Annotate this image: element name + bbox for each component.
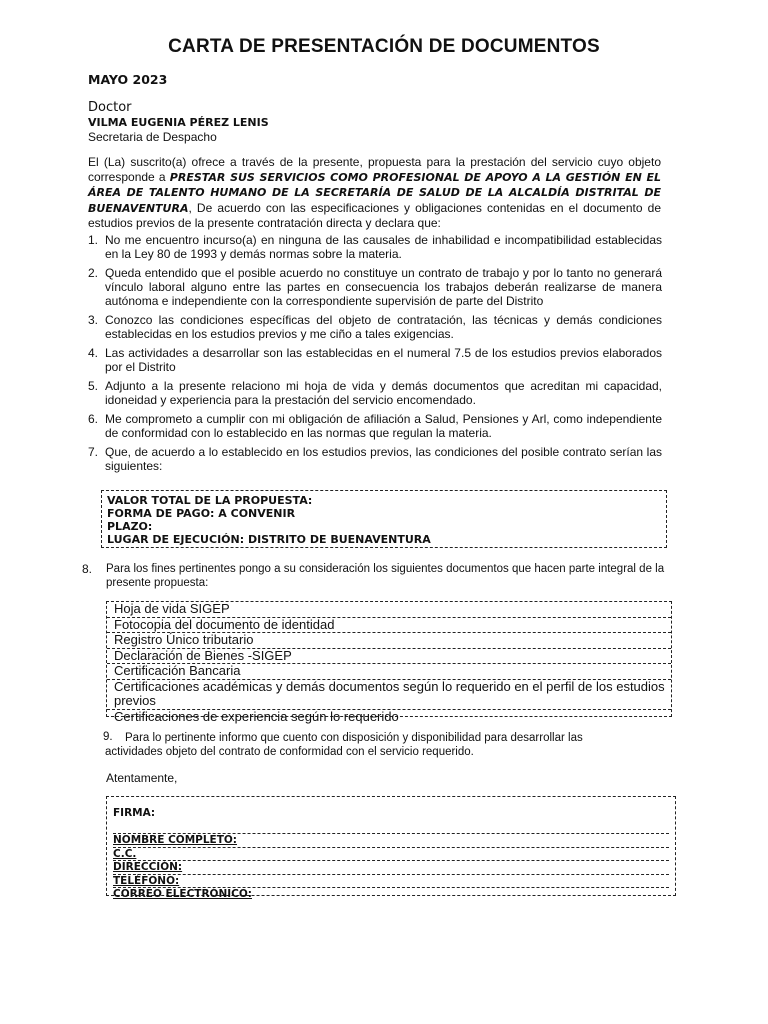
declaration-text: Adjunto a la presente relaciono mi hoja de vida y demás documentos que acreditan mi capacidad, idoneidad y experiencia para la prestación del servicio encomendado. (105, 379, 662, 407)
declaration-number: 4. (88, 346, 99, 360)
document-item: Hoja de vida SIGEP (107, 602, 671, 618)
declaration-text: Las actividades a desarrollar son las establecidas en el numeral 7.5 de los estudios previos elaborados por el Distrito (105, 346, 662, 374)
declaration-text: Que, de acuerdo a lo establecido en los estudios previos, las condiciones del posible contrato serían las siguientes: (105, 445, 662, 473)
signature-field-full-name (113, 833, 669, 847)
document-item: Declaración de Bienes -SIGEP (107, 649, 671, 665)
condition-payment-method: FORMA DE PAGO: A CONVENIR (107, 507, 296, 520)
item9-number: 9. (103, 731, 113, 743)
document-item: Certificaciones de experiencia según lo requerido (114, 708, 399, 724)
signature-field-phone (113, 874, 669, 888)
condition-execution-place: LUGAR DE EJECUCIÓN: DISTRITO DE BUENAVENTURA (107, 533, 431, 546)
field-label: NOMBRE COMPLETO: (113, 834, 238, 846)
document-title: CARTA DE PRESENTACIÓN DE DOCUMENTOS (168, 36, 600, 57)
recipient-salutation: Doctor (88, 100, 132, 115)
declaration-item (88, 313, 662, 341)
item8-number: 8. (82, 562, 93, 576)
declaration-number: 7. (88, 445, 99, 459)
declarations-list (88, 233, 662, 478)
signature-field-id (113, 847, 669, 861)
item9-text (105, 731, 630, 759)
signature-box (106, 796, 676, 900)
declaration-item (88, 266, 662, 308)
document-item: Certificación Bancaria (107, 664, 671, 680)
declaration-item (88, 445, 662, 473)
intro-text-after: , De acuerdo con las especificaciones y obligaciones contenidas en el documento de estudios previos de la presente contratación directa y declara que: (88, 200, 661, 230)
declaration-item (88, 346, 662, 374)
declaration-text: Conozco las condiciones específicas del objeto de contratación, las técnicas y demás condiciones establecidas en los estudios previos y me ciño a tales exigencias. (105, 313, 662, 341)
document-item: Certificaciones académicas y demás documentos según lo requerido en el perfil de los estudios previos (107, 680, 671, 710)
condition-total-value: VALOR TOTAL DE LA PROPUESTA: (107, 494, 313, 507)
declaration-text: No me encuentro incurso(a) en ninguna de las causales de inhabilidad e incompatibilidad establecidas en la Ley 80 de 1993 y demás normas sobre la materia. (105, 233, 662, 261)
declaration-number: 1. (88, 233, 99, 247)
item8-text: Para los fines pertinentes pongo a su consideración los siguientes documentos que hacen parte integral de la presente propuesta: (106, 563, 665, 589)
contract-conditions-box (101, 490, 667, 548)
item9-line1: Para lo pertinente informo que cuento con disposición y disponibilidad para desarrollar las (125, 732, 583, 744)
intro-text-before: El (La) suscrito(a) ofrece a través de la presente, propuesta para la prestación del servicio cuyo objeto corresponde a (88, 155, 661, 184)
closing-text: Atentamente, (106, 771, 178, 785)
documents-box (106, 601, 672, 724)
item9-line2: actividades objeto del contrato de conformidad con el servicio requerido. (105, 746, 474, 758)
declaration-number: 6. (88, 412, 99, 426)
declaration-item (88, 233, 662, 261)
declaration-text: Me comprometo a cumplir con mi obligación de afiliación a Salud, Pensiones y Arl, como independiente de conformidad con lo establecido en las normas que regulan la materia. (105, 412, 662, 440)
signature-field-address (113, 860, 669, 874)
document-item: Registro Único tributario (107, 633, 671, 649)
signature-label: FIRMA: (113, 807, 156, 819)
declaration-number: 3. (88, 313, 99, 327)
intro-paragraph (88, 155, 661, 231)
date-line: MAYO 2023 (88, 72, 168, 87)
declaration-text: Queda entendido que el posible acuerdo no constituye un contrato de trabajo y por lo tanto no generará vínculo laboral alguno entre las partes en consecuencia los trabajos deberán realizarse de manera autónoma e independiente con la correspondiente supervisión de parte del Distrito (105, 266, 662, 308)
signature-field-email (113, 887, 669, 901)
contract-object: PRESTAR SUS SERVICIOS COMO PROFESIONAL DE APOYO A LA GESTIÓN EN EL ÁREA DE TALENTO HUMANO DE LA SECRETARÍA DE SALUD DE LA ALCALDÍA DISTRITAL DE BUENAVENTURA (88, 170, 661, 215)
declaration-item (88, 412, 662, 440)
declaration-number: 5. (88, 379, 99, 393)
field-label: TELÉFONO: (113, 874, 180, 887)
condition-term: PLAZO: (107, 520, 153, 533)
declaration-item (88, 379, 662, 407)
field-label: CORREO ELECTRÓNICO: (113, 888, 252, 900)
field-label: C.C. (113, 847, 137, 860)
document-item: Fotocopia del documento de identidad (107, 618, 671, 634)
field-label: DIRECCIÓN: (113, 861, 183, 873)
declaration-number: 2. (88, 266, 99, 280)
recipient-name: VILMA EUGENIA PÉREZ LENIS (88, 116, 269, 129)
recipient-role: Secretaria de Despacho (88, 130, 217, 144)
